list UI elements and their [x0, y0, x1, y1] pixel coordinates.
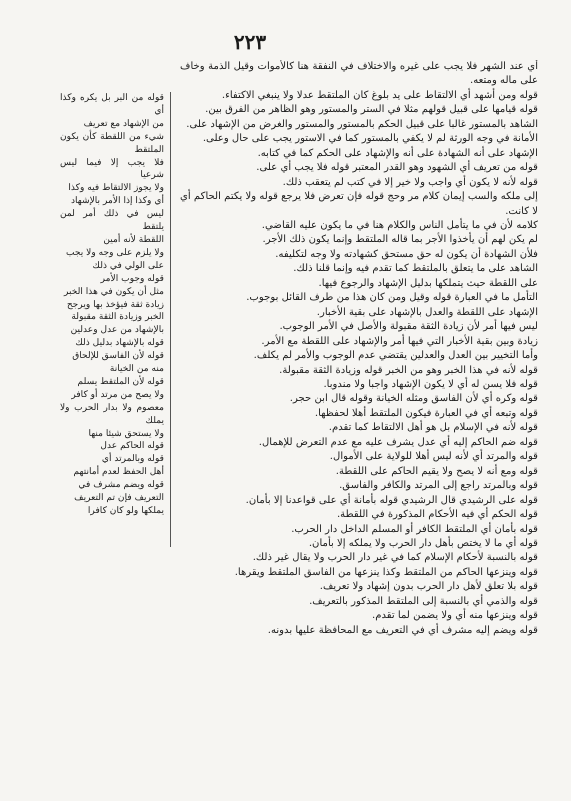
main-text-line: فلأن الشهادة أن يكون له حق مستحق كشهادته ولا وجه لتكليفه. — [275, 248, 538, 260]
main-text-line: قوله ومن أشهد أي الالتقاط على يد بلوغ كان الملتقط عدلا ولا ينبغي الاكتفاء. — [221, 89, 538, 101]
margin-note-line: فلا يجب إلا فيما ليس شرعيا — [60, 157, 164, 181]
main-text-line: أي عند الشهر فلا يجب على غيره والاختلاف في النفقة هنا كالأموات وقيل الذمة وخاف على ماله ومتعه. — [180, 61, 538, 87]
main-text-line: قوله بلا تعلق لأهل دار الحرب بدون إشهاد ولا تعريف. — [319, 581, 538, 593]
main-text-line: إلى ملكه والسب إيمان كلام مر وحج قوله فإن تعرض فلا يرجع قوله ولا يكتم الحاكم أي لا كانت. — [180, 191, 538, 217]
main-text-line: الشاهد على ما يتعلق بالملتقط كما تقدم فيه وإنما قلنا ذلك. — [293, 263, 538, 275]
main-text-line: قوله بأمان أي الملتقط الكافر أو المسلم الداخل دار الحرب. — [291, 523, 538, 535]
main-text-line: قوله وينزعها منه أي ولا يضمن لما تقدم. — [372, 610, 538, 622]
main-text-line: ليس فيها أمر لأن زيادة الثقة مقبولة والأصل في الأمر الوجوب. — [279, 321, 538, 333]
margin-note-line: بالإشهاد من عدل وعدلين — [70, 325, 164, 336]
margin-note-line: يملكها ولو كان كافرا — [87, 506, 164, 516]
main-text-line: قوله من تعريف أي الشهود وهو القدر المعتبر قوله فلا يجب أي على. — [256, 162, 538, 174]
margin-note-line: التعريف فإن تم التعريف — [74, 493, 164, 504]
main-text-line: قوله والمرتد أي لأنه ليس أهلا للولاية على الأموال. — [329, 451, 538, 463]
margin-note-line: ولا يصح من مرتد أو كافر — [71, 389, 164, 400]
margin-note-line: قوله ويضم مشرف في — [78, 480, 164, 491]
main-text-column — [180, 60, 538, 750]
margin-note-line: ولا يستحق شيئا منها — [88, 428, 164, 439]
main-text-line: قوله ضم الحاكم إليه أي عدل يشرف عليه مع عدم التعرض للإهمال. — [258, 436, 538, 448]
main-text-line: قوله وينزعها الحاكم من الملتقط وكذا ينزعها من الفاسق الملتقط ويقرها. — [234, 566, 538, 578]
main-text-line: الإشهاد على اللقطة والعدل بالإشهاد على بقية الأخبار. — [316, 306, 538, 318]
main-text-line: على اللقطة حيث يتملكها بدليل الإشهاد والرجوع فيها. — [318, 277, 538, 289]
main-text-line: قوله لأنه في الإسلام بل هو أهل الالتقاط كما تقدم. — [328, 422, 538, 434]
main-text-line: التأمل ما في العبارة قوله وقيل ومن كان هذا من طرف القائل بوجوب. — [246, 292, 538, 304]
margin-note-line: قوله وبالمرتد أي — [101, 454, 164, 465]
margin-note-column — [60, 92, 164, 552]
main-text-line: كلامه لأن في ما يتأمل الناس والكلام هنا في ما يكون عليه القاضي. — [261, 219, 538, 231]
margin-note-line: ولا يجوز الالتقاط فيه وكذا — [68, 183, 164, 194]
main-text-line: الشاهد بالمستور غالبا على قبيل الحكم بالمستور والمستور والغرض من الإشهاد على. — [186, 118, 538, 130]
main-text-line: قوله وبالمرتد راجع إلى المرتد والكافر والفاسق. — [339, 480, 538, 492]
main-text-line: قوله لأنه لا يكون أي واجب ولا خير إلا في كتب لم يتعقب ذلك. — [282, 176, 538, 188]
margin-note-line: الخبر وزيادة الثقة مقبولة — [71, 312, 164, 323]
main-text-line: قوله والذمي أي بالنسبة إلى الملتقط المذكور بالتعريف. — [309, 595, 538, 607]
margin-note-line: شيء من اللقطة كأن يكون الملتقط — [60, 131, 164, 155]
main-text-line: قوله وكره أي لأن الفاسق ومثله الخيانة وقوله قال ابن حجر. — [289, 393, 538, 405]
main-text-line: قوله الحكم أي فيه الأحكام المذكورة في اللقطة. — [336, 509, 538, 521]
margin-note-line: قوله لأن الفاسق للإلحاق — [72, 351, 164, 362]
main-text-line: قوله بالنسبة لأحكام الإسلام كما في غير دار الحرب ولا يقال غير ذلك. — [252, 552, 538, 564]
margin-note-line: معصوم ولا بدار الحرب ولا يملك — [60, 402, 164, 426]
margin-note-line: قوله من البر بل يكره وكذا أي — [60, 93, 164, 116]
margin-note-line: على الولي في ذلك — [92, 260, 164, 271]
main-text-line: زيادة وبين بقية الأخبار التي فيها أمر والإشهاد على اللقطة مع الأمر. — [261, 335, 538, 347]
margin-note-line: منه من الخيانة — [109, 364, 164, 375]
margin-note-line: من الإشهاد مع تعريف — [83, 118, 164, 129]
margin-note-line: اللقطة لأنه أمين — [103, 234, 164, 245]
main-text-line: الإشهاد على أنه الشهادة على أنه والإشهاد على الحكم كما في كتابه. — [257, 147, 538, 159]
margin-note-line: ليس في ذلك أمر لمن يلتقط — [60, 209, 164, 233]
main-text-line: قوله ومع أنه لا يصح ولا يقيم الحاكم على اللقطة. — [335, 465, 538, 477]
page-number: ٢٢٣ — [233, 30, 267, 54]
margin-note-line: أي وكذا إذا الأمر بالإشهاد — [70, 196, 164, 207]
column-divider — [170, 92, 171, 547]
margin-note-line: قوله وجوب الأمر — [100, 273, 164, 284]
margin-note-line: زيادة ثقة فيؤخذ بها ويرجح — [66, 299, 164, 310]
main-text-line: قوله على الرشيدي قال الرشيدي قوله بأمانة أي على قواعدنا إلا بأمان. — [245, 494, 538, 506]
main-text-line: وأما التخيير بين العدل والعدلين يقتضي عدم الوجوب والأمر لم يكلف. — [253, 350, 538, 362]
margin-note-line: ولا يلزم على وجه ولا يجب — [65, 247, 164, 258]
margin-note-line: مثل أن يكون في هذا الخبر — [63, 286, 164, 297]
main-text-line: قوله ويضم إليه مشرف أي في التعريف مع المحافظة عليها بدونه. — [267, 624, 538, 636]
margin-note-line: أهل الحفظ لعدم أمانتهم — [73, 467, 164, 478]
main-text-line: قوله لأنه في هذا الخبر وهو من الخبر قوله وزيادة الثقة مقبولة. — [279, 364, 538, 376]
main-text-line: قوله قيامها على قبيل قولهم مثلا في الستر والمستور وهو الظاهر من الفرق بين. — [205, 104, 538, 116]
main-text-line: قوله أي ما لا يختص بأهل دار الحرب ولا يملكه إلا بأمان. — [308, 537, 538, 549]
margin-note-line: قوله لأن الملتقط يسلم — [77, 376, 164, 387]
main-text-line: الأمانة في وجه الورثة لم لا يكفي بالمستور كما في الاستور يجب على حال وعلى. — [202, 133, 538, 145]
main-text-line: قوله وتبعه أي في العبارة فيكون الملتقط أهلا لحفظها. — [314, 407, 538, 419]
main-text-line: لم يكن لهم أن يأخذوا الأجر بما قاله الملتقط وإنما يكون ذلك الأجر. — [262, 234, 538, 246]
margin-note-line: قوله بالإشهاد بدليل ذلك — [75, 338, 164, 349]
margin-note-line: قوله الحاكم عدل — [100, 441, 164, 452]
main-text-line: قوله فلا يسن له أي لا يكون الإشهاد واجبا ولا مندوبا. — [323, 378, 538, 390]
